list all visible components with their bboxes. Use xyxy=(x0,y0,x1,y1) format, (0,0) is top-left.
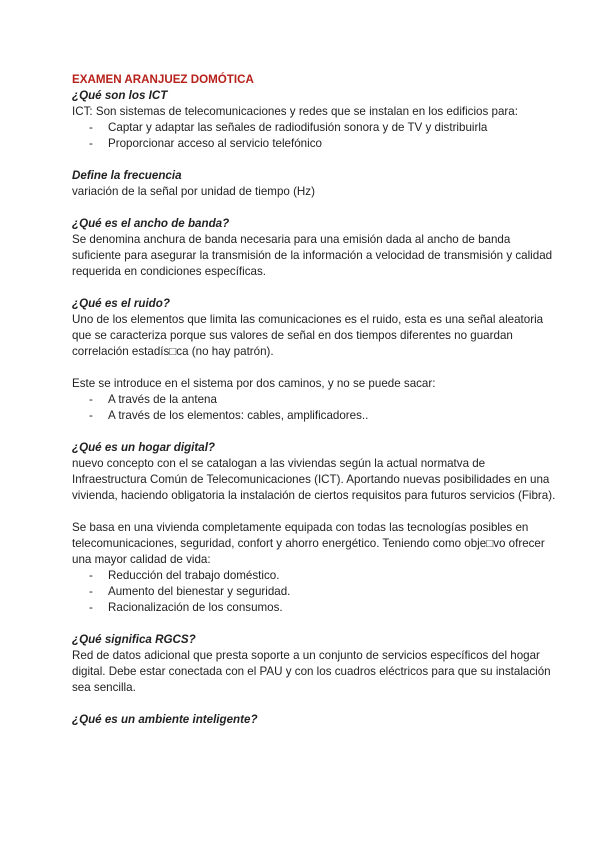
question-rgcs: ¿Qué significa RGCS? xyxy=(72,633,196,646)
list-item: - Reducción del trabajo doméstico. xyxy=(89,569,280,582)
question-hogar-digital: ¿Qué es un hogar digital? xyxy=(72,441,215,454)
list-item: - A través de los elementos: cables, amplificadores.. xyxy=(89,409,369,422)
dash-bullet: - xyxy=(89,569,93,582)
list-hogar-digital xyxy=(72,568,560,616)
list-ruido xyxy=(72,392,560,424)
dash-bullet: - xyxy=(89,409,93,422)
list-item: - Racionalización de los consumos. xyxy=(89,601,283,614)
answer-rgcs: Red de datos adicional que presta soporte a un conjunto de servicios específicos del hogar digital. Debe estar conectada con el PAU y con los cuadros eléctricos para que su instalación sea sencilla. xyxy=(72,649,551,694)
question-ruido: ¿Qué es el ruido? xyxy=(72,297,170,310)
question-frecuencia: Define la frecuencia xyxy=(72,169,182,182)
list-item: - A través de la antena xyxy=(89,393,217,406)
answer-frecuencia: variación de la señal por unidad de tiempo (Hz) xyxy=(72,185,315,198)
answer-hogar-digital: nuevo concepto con el se catalogan a las viviendas según la actual normatva de Infraestructura Común de Telecomunicaciones (ICT). Aportando nuevas posibilidades en una vivienda, haciendo obligatoria la instalación de ciertos requisitos para futuros servicios (Fibra). xyxy=(72,457,556,502)
question-ict: ¿Qué son los ICT xyxy=(72,89,168,102)
answer-ruido-2: Este se introduce en el sistema por dos caminos, y no se puede sacar: xyxy=(72,377,436,390)
answer-hogar-digital-2: Se basa en una vivienda completamente equipada con todas las tecnologías posibles en telecomunicaciones, seguridad, confort y ahorro energético. Teniendo como obje□vo ofrecer una mayor calidad de vida: xyxy=(72,521,545,566)
dash-bullet: - xyxy=(89,137,93,150)
question-ancho-banda: ¿Qué es el ancho de banda? xyxy=(72,217,230,230)
list-ict xyxy=(72,120,560,152)
dash-bullet: - xyxy=(89,585,93,598)
answer-ruido: Uno de los elementos que limita las comunicaciones es el ruido, esta es una señal aleatoria que se caracteriza porque sus valores de señal en dos tiempos diferentes no guardan correlación estadís□ca (no hay patrón). xyxy=(72,313,544,358)
dash-bullet: - xyxy=(89,601,93,614)
answer-ict: ICT: Son sistemas de telecomunicaciones y redes que se instalan en los edificios para: xyxy=(72,105,518,118)
list-item: - Aumento del bienestar y seguridad. xyxy=(89,585,291,598)
list-item: - Captar y adaptar las señales de radiodifusión sonora y de TV y distribuirla xyxy=(89,121,488,134)
question-ambiente-inteligente: ¿Qué es un ambiente inteligente? xyxy=(72,713,258,726)
dash-bullet: - xyxy=(89,121,93,134)
answer-ancho-banda: Se denomina anchura de banda necesaria para una emisión dada al ancho de banda suficiente para asegurar la transmisión de la información a velocidad de transmisión y calidad requerida en condiciones específicas. xyxy=(72,233,553,278)
list-item: - Proporcionar acceso al servicio telefónico xyxy=(89,137,322,150)
dash-bullet: - xyxy=(89,393,93,406)
document-title: EXAMEN ARANJUEZ DOMÓTICA xyxy=(72,73,254,86)
